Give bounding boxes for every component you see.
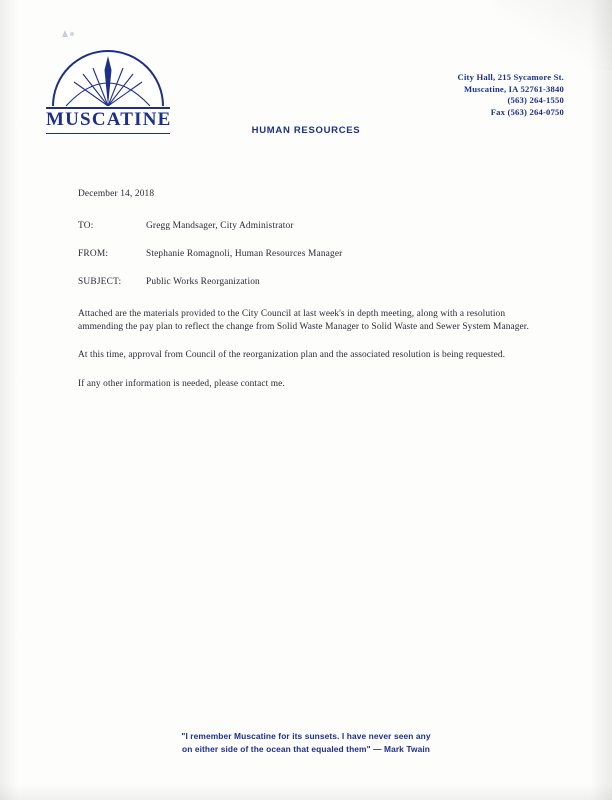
contact-city-line: Muscatine, IA 52761-3840 bbox=[463, 83, 564, 94]
memo-paragraph-2: At this time, approval from Council of the reorganization plan and the associated resolution is being requested. bbox=[78, 350, 506, 361]
footer-quote bbox=[0, 730, 612, 755]
city-logo bbox=[46, 50, 176, 134]
ink-smudge-icon bbox=[60, 28, 76, 40]
memo-body bbox=[78, 188, 542, 390]
contact-info bbox=[458, 72, 564, 118]
memo-row-from bbox=[78, 248, 542, 261]
memo-to-value: Gregg Mandsager, City Administrator bbox=[146, 221, 294, 231]
footer-quote-line-2: on either side of the ocean that equaled them" — Mark Twain bbox=[182, 743, 430, 754]
memo-date: December 14, 2018 bbox=[78, 189, 155, 199]
department-heading: HUMAN RESOURCES bbox=[251, 125, 361, 136]
sunburst-star-logo-icon bbox=[52, 50, 164, 106]
scan-shadow-bottom bbox=[0, 784, 612, 800]
memo-subject-label: SUBJECT: bbox=[78, 277, 122, 287]
letterhead bbox=[0, 0, 612, 140]
memo-row-subject bbox=[78, 276, 542, 289]
sunburst-rays-icon bbox=[52, 50, 164, 106]
memo-paragraph-1: Attached are the materials provided to the City Council at last week's in depth meeting, along with a resolution ammending the pay plan to reflect the change from Solid Waste Manager to Solid Waste and Sewer System Manager. bbox=[78, 309, 529, 332]
memo-to-label: TO: bbox=[78, 221, 94, 231]
contact-address-line: City Hall, 215 Sycamore St. bbox=[457, 72, 564, 82]
memo-subject-value: Public Works Reorganization bbox=[146, 277, 260, 287]
contact-phone: (563) 264-1550 bbox=[507, 95, 564, 105]
logo-wordmark: MUSCATINE bbox=[46, 109, 172, 130]
memo-from-value: Stephanie Romagnoli, Human Resources Manager bbox=[146, 249, 343, 259]
memo-row-to bbox=[78, 220, 542, 233]
contact-fax: Fax (563) 264-0750 bbox=[490, 106, 564, 117]
memo-paragraph-3: If any other information is needed, please contact me. bbox=[78, 378, 285, 389]
memo-from-label: FROM: bbox=[78, 249, 109, 259]
footer-quote-line-1: "I remember Muscatine for its sunsets. I have never seen any bbox=[181, 731, 431, 741]
